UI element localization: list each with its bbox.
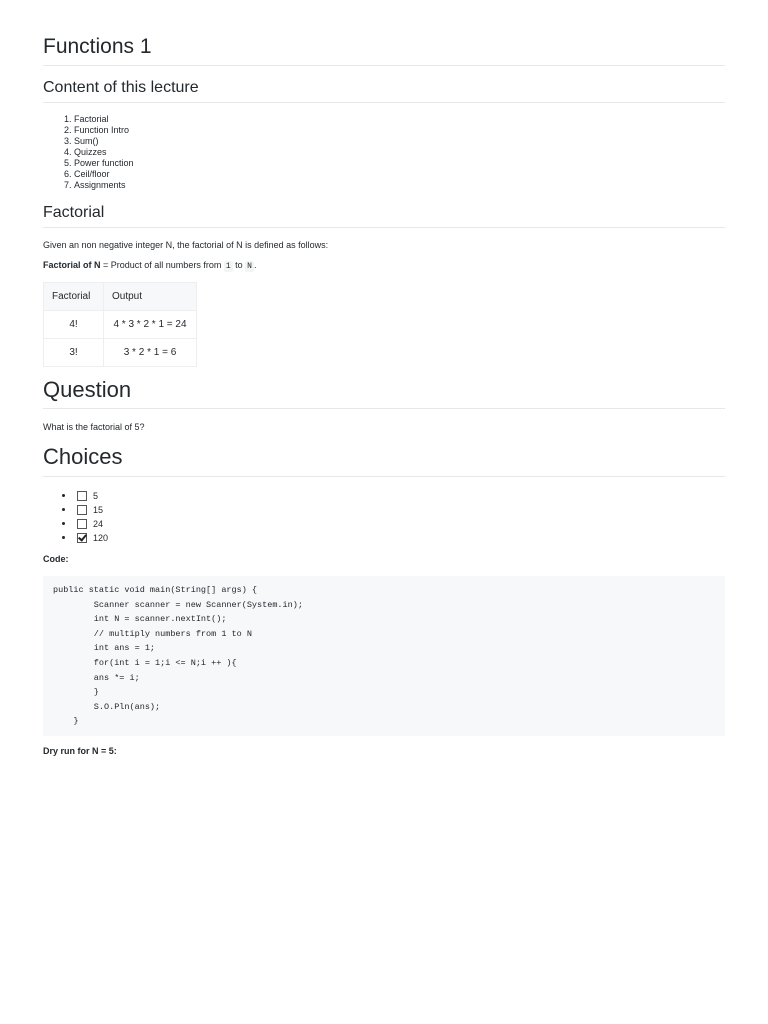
choice-label: 24 <box>93 519 104 529</box>
contents-item: 6. Ceil/floor <box>74 169 134 180</box>
choice-item <box>64 489 108 503</box>
contents-item: 5. Power function <box>74 158 134 169</box>
table-header-factorial: Factorial <box>44 283 104 311</box>
choice-label: 5 <box>93 491 99 501</box>
choice-label: 120 <box>93 533 109 543</box>
code-line: int ans = 1; <box>53 643 156 654</box>
contents-heading: Content of this lecture <box>43 79 199 96</box>
question-divider <box>43 408 725 409</box>
bullet-icon <box>62 494 65 497</box>
definition-to: to <box>232 260 246 270</box>
choice-item <box>64 531 108 545</box>
choice-item <box>64 517 108 531</box>
page-title: Functions 1 <box>43 35 152 58</box>
definition-text: = Product of all numbers from <box>100 260 224 270</box>
factorial-intro: Given an non negative integer N, the factorial of N is defined as follows: <box>43 240 329 250</box>
code-line: ans *= i; <box>53 672 140 683</box>
table-cell: 4 * 3 * 2 * 1 = 24 <box>104 311 197 339</box>
code-line: S.O.Pln(ans); <box>53 701 161 712</box>
dry-run-text: Dry run for N = 5: <box>43 746 117 756</box>
choice-label: 15 <box>93 505 104 515</box>
checked-checkbox-icon[interactable] <box>77 533 87 543</box>
table-row <box>44 311 197 339</box>
table-cell: 3! <box>44 339 104 367</box>
code-line: } <box>53 687 99 698</box>
choices-divider <box>43 476 725 477</box>
code-line: Scanner scanner = new Scanner(System.in); <box>53 599 303 610</box>
definition-end: . <box>253 260 257 270</box>
contents-list <box>43 114 134 191</box>
checkbox-icon[interactable] <box>77 519 87 529</box>
code-line: for(int i = 1;i <= N;i ++ ){ <box>53 657 237 668</box>
table-cell: 3 * 2 * 1 = 6 <box>104 339 197 367</box>
inline-code-to: N <box>247 262 252 271</box>
table-cell: 4! <box>44 311 104 339</box>
table-header-output: Output <box>104 283 197 311</box>
factorial-divider <box>43 227 725 228</box>
factorial-heading: Factorial <box>43 204 105 221</box>
contents-item: 3. Sum() <box>74 136 134 147</box>
bullet-icon <box>62 508 65 511</box>
contents-divider <box>43 102 725 103</box>
contents-item: 1. Factorial <box>74 114 134 125</box>
choice-item <box>64 503 108 517</box>
contents-item: 2. Function Intro <box>74 125 134 136</box>
question-text: What is the factorial of 5? <box>43 422 145 432</box>
factorial-definition <box>43 260 256 272</box>
contents-item: 4. Quizzes <box>74 147 134 158</box>
choices-list <box>43 489 108 545</box>
contents-item: 7. Assignments <box>74 180 134 191</box>
bullet-icon <box>62 536 65 539</box>
inline-code-from: 1 <box>225 262 231 271</box>
code-line: // multiply numbers from 1 to N <box>53 628 252 639</box>
dry-run-label <box>43 746 117 757</box>
definition-term: Factorial of N <box>43 260 101 270</box>
code-block <box>43 576 725 736</box>
code-line: int N = scanner.nextInt(); <box>53 614 227 625</box>
title-divider <box>43 65 725 66</box>
factorial-table <box>43 282 197 367</box>
checkbox-icon[interactable] <box>77 491 87 501</box>
code-label <box>43 554 69 565</box>
table-row <box>44 339 197 367</box>
bullet-icon <box>62 522 65 525</box>
code-line: public static void main(String[] args) { <box>53 585 258 595</box>
checkbox-icon[interactable] <box>77 505 87 515</box>
code-label-text: Code: <box>43 554 69 564</box>
choices-heading: Choices <box>43 444 123 469</box>
code-line: } <box>53 716 79 727</box>
question-heading: Question <box>43 377 132 402</box>
